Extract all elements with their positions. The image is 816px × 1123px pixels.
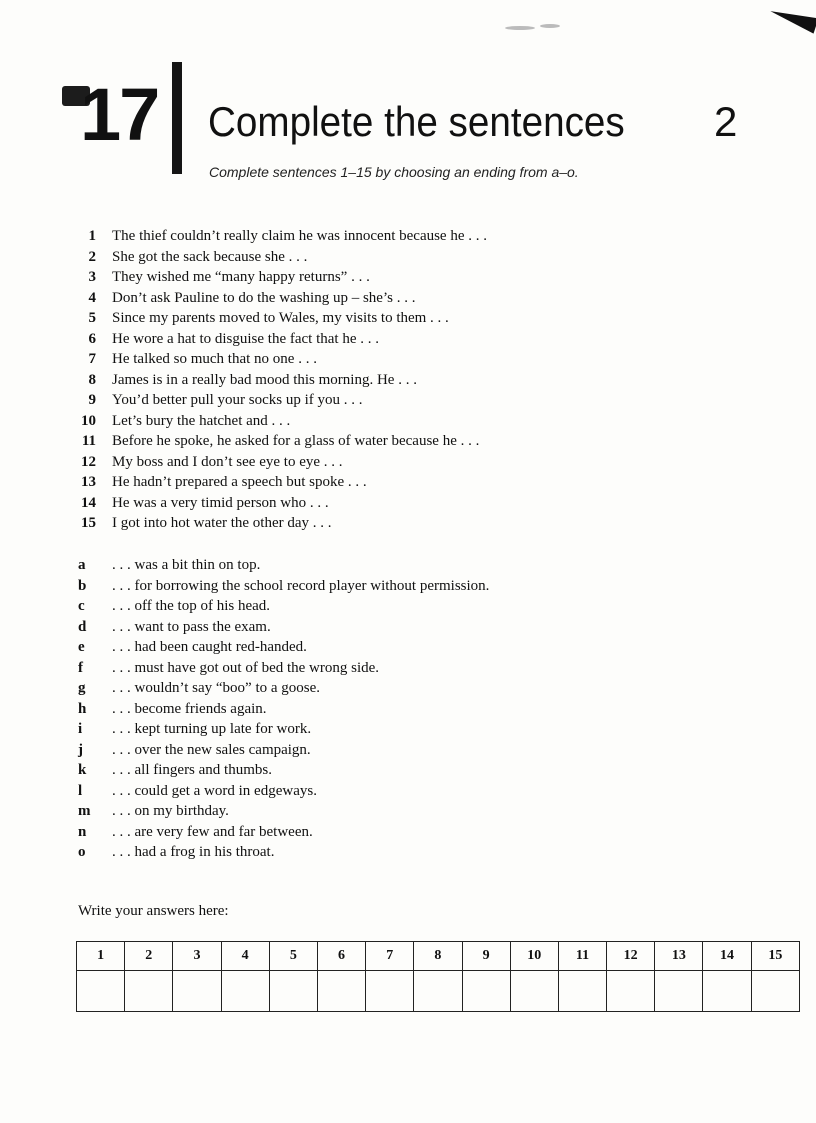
sentence-item (70, 308, 487, 329)
answer-column-number: 9 (462, 942, 510, 971)
ending-letter: l (78, 782, 83, 799)
badge-vertical-bar (172, 62, 182, 174)
ending-text: . . . could get a word in edgeways. (112, 782, 317, 799)
unit-number-badge (62, 70, 180, 160)
ending-text: . . . become friends again. (112, 700, 267, 717)
ending-list (70, 555, 489, 863)
answer-cell[interactable] (703, 971, 751, 1012)
sentence-text: Before he spoke, he asked for a glass of water because he . . . (112, 433, 480, 449)
sentence-text: He hadn’t prepared a speech but spoke . . . (112, 474, 367, 490)
ending-text: . . . want to pass the exam. (112, 618, 271, 635)
answer-grid (76, 941, 800, 1012)
sentence-number: 10 (81, 412, 96, 429)
scan-speck (540, 24, 560, 28)
ending-text: . . . for borrowing the school record player without permission. (112, 577, 490, 594)
answer-cell[interactable] (655, 971, 703, 1012)
sentence-number: 9 (88, 392, 96, 408)
answer-column-number: 14 (703, 942, 751, 971)
ending-letter: j (78, 741, 83, 758)
answer-column-number: 15 (751, 942, 799, 971)
sentence-item (70, 288, 487, 309)
ending-item (70, 760, 489, 781)
sentence-number: 3 (88, 269, 96, 285)
answer-column-number: 3 (173, 942, 221, 971)
answer-cell[interactable] (558, 971, 606, 1012)
ending-letter: f (78, 659, 83, 676)
ending-text: . . . had a frog in his throat. (112, 844, 275, 860)
ending-item (70, 842, 489, 863)
answer-grid-header-row (77, 942, 800, 971)
ending-letter: e (78, 639, 85, 655)
ending-letter: c (78, 598, 85, 614)
sentence-text: He was a very timid person who . . . (112, 494, 329, 511)
sentence-item (70, 349, 487, 370)
sentence-number: 6 (88, 330, 96, 347)
answer-cell[interactable] (607, 971, 655, 1012)
answer-cell[interactable] (366, 971, 414, 1012)
answer-cell[interactable] (317, 971, 365, 1012)
answer-column-number: 5 (269, 942, 317, 971)
ending-item (70, 740, 489, 761)
sentence-number: 14 (81, 494, 96, 511)
ending-item (70, 658, 489, 679)
ending-item (70, 617, 489, 638)
answer-cell[interactable] (269, 971, 317, 1012)
ending-text: . . . wouldn’t say “boo” to a goose. (112, 680, 321, 696)
ending-letter: a (78, 557, 86, 573)
answer-column-number: 6 (317, 942, 365, 971)
ending-text: . . . are very few and far between. (112, 823, 313, 840)
sentence-number: 15 (81, 515, 96, 531)
answer-column-number: 4 (221, 942, 269, 971)
sentence-item (70, 513, 487, 534)
page-title-number: 2 (714, 98, 738, 145)
sentence-item (70, 452, 487, 473)
ending-item (70, 678, 489, 699)
sentence-list (70, 226, 487, 534)
sentence-number: 1 (88, 228, 96, 244)
answer-cell[interactable] (125, 971, 173, 1012)
ending-text: . . . over the new sales campaign. (112, 741, 311, 758)
sentence-text: I got into hot water the other day . . . (112, 515, 332, 531)
sentence-text: He talked so much that no one . . . (112, 351, 317, 367)
sentence-number: 12 (81, 453, 96, 470)
answer-column-number: 1 (77, 942, 125, 971)
answer-column-number: 2 (125, 942, 173, 971)
ending-text: . . . had been caught red-handed. (112, 639, 307, 655)
ending-item (70, 719, 489, 740)
ending-letter: d (78, 618, 87, 635)
sentence-number: 7 (88, 351, 96, 367)
sentence-text: They wished me “many happy returns” . . . (112, 269, 370, 285)
answer-cell[interactable] (173, 971, 221, 1012)
sentence-number: 13 (81, 474, 96, 490)
ending-letter: b (78, 577, 87, 594)
answer-cell[interactable] (77, 971, 125, 1012)
sentence-number: 5 (88, 310, 96, 326)
ending-item (70, 637, 489, 658)
ending-item (70, 699, 489, 720)
sentence-number: 4 (88, 289, 96, 306)
sentence-text: Since my parents moved to Wales, my visits to them . . . (112, 310, 449, 326)
answer-column-number: 11 (558, 942, 606, 971)
sentence-item (70, 411, 487, 432)
sentence-item (70, 431, 487, 452)
ending-text: . . . off the top of his head. (112, 598, 271, 614)
ending-letter: o (78, 844, 86, 860)
answer-column-number: 7 (366, 942, 414, 971)
sentence-number: 11 (81, 433, 96, 449)
ending-text: . . . on my birthday. (112, 803, 229, 819)
answer-grid-input-row (77, 971, 800, 1012)
ending-item (70, 555, 489, 576)
sentence-number: 2 (88, 248, 96, 265)
instruction-text: Complete sentences 1–15 by choosing an ending from a–o. (209, 164, 579, 180)
ending-item (70, 822, 489, 843)
answer-cell[interactable] (510, 971, 558, 1012)
ending-item (70, 596, 489, 617)
sentence-item (70, 329, 487, 350)
sentence-text: James is in a really bad mood this morning. He . . . (112, 371, 417, 388)
sentence-text: Let’s bury the hatchet and . . . (112, 412, 291, 429)
answers-label: Write your answers here: (78, 903, 229, 919)
ending-letter: g (78, 680, 86, 696)
ending-letter: m (78, 803, 91, 819)
sentence-text: My boss and I don’t see eye to eye . . . (112, 453, 343, 470)
ending-text: . . . all fingers and thumbs. (112, 762, 272, 778)
answer-column-number: 8 (414, 942, 462, 971)
sentence-item (70, 370, 487, 391)
answer-column-number: 10 (510, 942, 558, 971)
sentence-item (70, 472, 487, 493)
sentence-item (70, 226, 487, 247)
ending-letter: k (78, 762, 87, 778)
answer-cell[interactable] (462, 971, 510, 1012)
ending-letter: h (78, 700, 87, 717)
page-corner-mark (768, 4, 816, 34)
ending-item (70, 801, 489, 822)
sentence-number: 8 (88, 371, 96, 388)
sentence-item (70, 267, 487, 288)
sentence-text: Don’t ask Pauline to do the washing up – she’s . . . (112, 289, 416, 306)
ending-text: . . . kept turning up late for work. (112, 721, 312, 737)
answer-column-number: 12 (607, 942, 655, 971)
answer-cell[interactable] (751, 971, 799, 1012)
ending-letter: n (78, 823, 87, 840)
answer-column-number: 13 (655, 942, 703, 971)
answer-cell[interactable] (221, 971, 269, 1012)
sentence-item (70, 390, 487, 411)
sentence-text: She got the sack because she . . . (112, 248, 308, 265)
page-title: Complete the sentences (208, 98, 625, 145)
ending-text: . . . must have got out of bed the wrong side. (112, 659, 380, 676)
scan-speck (505, 26, 535, 30)
sentence-item (70, 247, 487, 268)
ending-text: . . . was a bit thin on top. (112, 557, 261, 573)
unit-number: 17 (80, 73, 159, 156)
sentence-item (70, 493, 487, 514)
ending-item (70, 781, 489, 802)
sentence-text: You’d better pull your socks up if you . . . (112, 392, 363, 408)
sentence-text: The thief couldn’t really claim he was innocent because he . . . (112, 228, 487, 244)
ending-letter: i (78, 721, 83, 737)
answer-cell[interactable] (414, 971, 462, 1012)
ending-item (70, 576, 489, 597)
sentence-text: He wore a hat to disguise the fact that he . . . (112, 330, 379, 347)
